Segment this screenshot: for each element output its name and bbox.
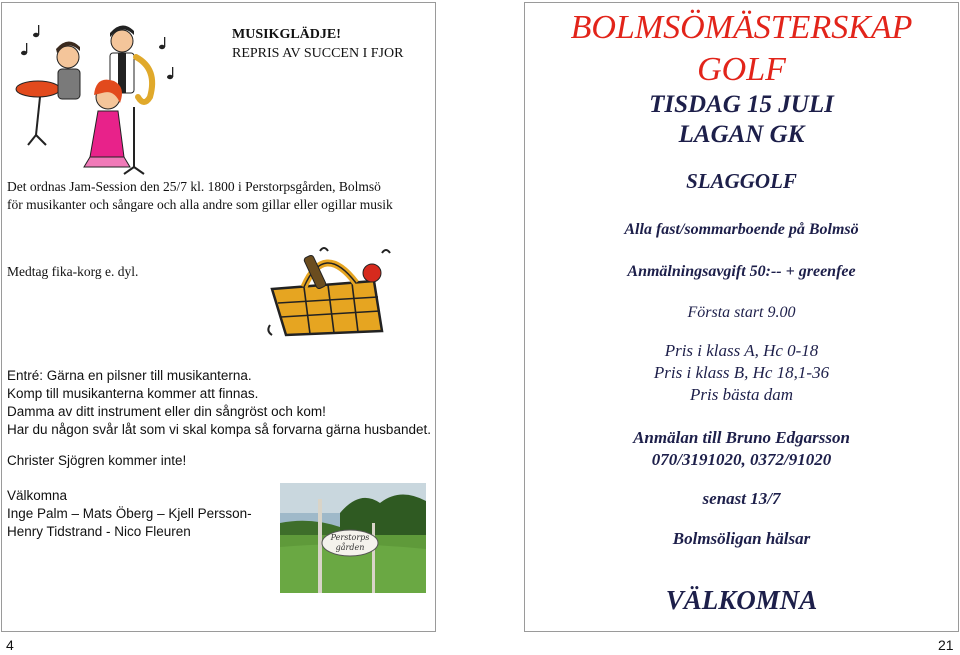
note-text: Christer Sjögren kommer inte!: [7, 453, 187, 468]
golf-deadline: senast 13/7: [702, 489, 781, 508]
basket-note: Medtag fika-korg e. dyl.: [7, 264, 139, 279]
event-title: MUSIKGLÄDJE!: [232, 27, 341, 42]
left-page: [1, 2, 436, 632]
event-header: [232, 25, 432, 63]
golf-start: Första start 9.00: [687, 304, 796, 321]
left-page-number: 4: [6, 637, 14, 653]
sign-text-line2: gården: [335, 543, 365, 552]
event-subtitle: REPRIS AV SUCCEN I FJOR: [232, 46, 404, 61]
musicians-illustration: [10, 17, 180, 175]
golf-greeting: Bolmsöligan hälsar: [672, 529, 811, 548]
golf-prizes: Pris i klass A, Hc 0-18 Pris i klass B, Hc 18,1-36 Pris bästa dam: [653, 341, 830, 404]
golf-registration: Anmälan till Bruno Edgarsson 070/3191020, 0372/91020: [633, 428, 850, 469]
golf-format: SLAGGOLF: [686, 169, 797, 193]
welcome-text: Välkomna: [7, 488, 68, 503]
hosts-text: Inge Palm – Mats Öberg – Kjell Persson- Henry Tidstrand - Nico Fleuren: [7, 506, 252, 539]
golf-fee: Anmälningsavgift 50:-- + greenfee: [627, 263, 856, 280]
golf-eligibility: Alla fast/sommarboende på Bolmsö: [624, 221, 859, 238]
golf-closing: VÄLKOMNA: [665, 585, 818, 615]
intro-text: Det ordnas Jam-Session den 25/7 kl. 1800 i Perstorpsgården, Bolmsö för musikanter och sångare och alla andre som gillar eller ogillar musik: [7, 179, 393, 212]
golf-title: BOLMSÖMÄSTERSKAP GOLF: [570, 9, 913, 88]
golf-venue: LAGAN GK: [678, 121, 805, 148]
sign-text-line1: Perstorps: [330, 533, 370, 542]
perstorpsgarden-photo: [280, 483, 426, 593]
picnic-basket-illustration: [264, 241, 400, 339]
golf-date: TISDAG 15 JULI: [649, 91, 834, 118]
info-list: Entré: Gärna en pilsner till musikanterna. Komp till musikanterna kommer att finnas. Damma av ditt instrument eller din sångröst och kom! Har du någon svår låt som vi skal kompa så forvarna gärna husbandet.: [7, 368, 431, 437]
right-page-number: 21: [938, 637, 954, 653]
right-page: [524, 2, 959, 632]
